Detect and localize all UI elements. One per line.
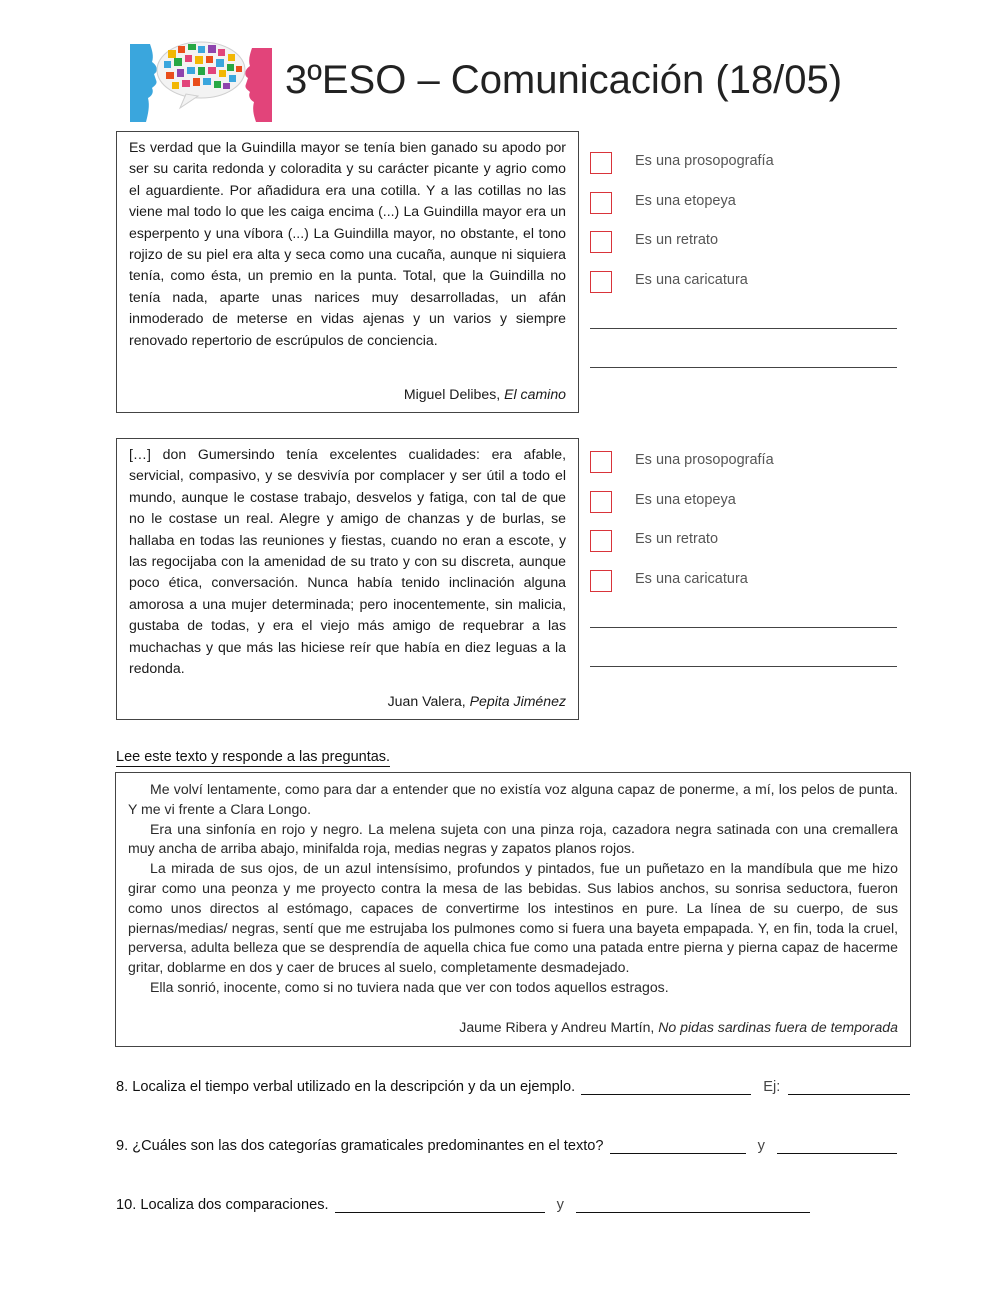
page-title: 3ºESO – Comunicación (18/05) (285, 58, 843, 102)
citation-author: Jaume Ribera y Andreu Martín, (459, 1019, 655, 1035)
option-checkbox[interactable] (590, 231, 612, 253)
option-label: Es un retrato (635, 531, 719, 547)
question-9 (116, 1138, 899, 1154)
passage-paragraph: Era una sinfonía en rojo y negro. La melena sujeta con una pinza roja, cazadora negra satinada con una cremallera muy ancha de arriba abajo, minifalda roja, medias negras y zapatos planos rojos. (128, 820, 898, 857)
passage-box-1 (116, 131, 579, 413)
question-text: 9. ¿Cuáles son las dos categorías gramaticales predominantes en el texto? (116, 1138, 604, 1154)
option-label: Es una caricatura (635, 571, 748, 587)
passage-paragraph: Ella sonrió, inocente, como si no tuviera nada que ver con todos aquellos estragos. (150, 978, 669, 995)
question-10 (116, 1197, 812, 1213)
option-checkbox[interactable] (590, 271, 612, 293)
answer-line[interactable] (590, 666, 897, 667)
option-row (590, 152, 890, 178)
option-checkbox[interactable] (590, 451, 612, 473)
answer-line[interactable] (590, 328, 897, 329)
option-checkbox[interactable] (590, 570, 612, 592)
option-checkbox[interactable] (590, 491, 612, 513)
answer-line[interactable] (590, 367, 897, 368)
question-8 (116, 1079, 912, 1095)
option-label: Es una etopeya (635, 492, 736, 508)
logo (128, 36, 274, 124)
option-row (590, 530, 890, 556)
option-row (590, 192, 890, 218)
option-label: Es una etopeya (635, 193, 736, 209)
question-text: 8. Localiza el tiempo verbal utilizado en la descripción y da un ejemplo. (116, 1079, 576, 1095)
option-checkbox[interactable] (590, 152, 612, 174)
passage-citation (459, 1017, 898, 1037)
connector-text: y (556, 1197, 564, 1213)
passage-paragraph: La mirada de sus ojos, de un azul intensísimo, profundos y pintados, fue un puñetazo en la mandíbula que me hizo girar como una peonza y me proyecto contra la mesa de las bebidas. Sus labios anchos, su sonrisa seductora, fueron como unos directos al estómago, capaces de convertirme los intestinos en pure. La línea de su cuerpo, de sus piernas/medias/ negras, sentí que me estrujaba los pulmones como si fuera una bayeta empapada. Y, en fin, toda la cruel, perversa, adulta belleza que se desprendía de aquella chica fue como una patada entre pierna y pierna capaz de hacerme gritar, doblarme en dos y caer de bruces al suelo, completamente desmadejado. (128, 860, 898, 976)
citation-work: No pidas sardinas fuera de temporada (658, 1019, 898, 1035)
option-row (590, 451, 890, 477)
passage-text: Es verdad que la Guindilla mayor se tenía bien ganado su apodo por ser su carita redonda y coloradita y su carácter picante y agrio como el aguardiente. Por añadidura era una cotilla. Y a las cotillas no las viene mal todo lo que les caiga encima (...) La Guindilla mayor era un esperpento y una víbora (...) La Guindilla mayor, no obstante, el tono rojizo de su piel era alta y seca como una cucaña, aunque ni siquiera tenía, como ésta, un premio en la punta. Total, que la Guindilla no tenía nada, aparte unas narices muy desarrolladas, un afán inmoderado de meterse en vidas ajenas y un varios y siempre renovado repertorio de escrúpulos de conciencia. (129, 139, 566, 348)
option-label: Es una prosopografía (635, 153, 774, 169)
answer-blank[interactable] (777, 1139, 897, 1154)
answer-line[interactable] (590, 627, 897, 628)
citation-work: El camino (504, 386, 566, 402)
citation-author: Juan Valera, (387, 693, 466, 709)
answer-blank[interactable] (581, 1080, 751, 1095)
passage-box-2 (116, 438, 579, 720)
passage-paragraph: Me volví lentamente, como para dar a entender que no existía voz alguna capaz de ponerme, a mí, los pelos de punta. Y me vi frente a Clara Longo. (128, 781, 898, 817)
option-label: Es una prosopografía (635, 452, 774, 468)
option-row (590, 570, 890, 596)
speech-bubble-logo-icon (128, 36, 274, 124)
answer-blank[interactable] (335, 1198, 545, 1213)
option-row (590, 231, 890, 257)
option-checkbox[interactable] (590, 530, 612, 552)
answer-blank[interactable] (576, 1198, 810, 1213)
citation-author: Miguel Delibes, (403, 386, 501, 402)
passage-citation (404, 384, 566, 404)
passage-box-3 (115, 772, 911, 1047)
passage-citation (388, 691, 566, 711)
example-label: Ej: (763, 1079, 781, 1095)
option-checkbox[interactable] (590, 192, 612, 214)
option-row (590, 271, 890, 297)
instruction (116, 749, 390, 767)
answer-blank[interactable] (788, 1080, 910, 1095)
citation-work: Pepita Jiménez (469, 693, 566, 709)
question-text: 10. Localiza dos comparaciones. (116, 1197, 329, 1213)
connector-text: y (757, 1138, 765, 1154)
answer-blank[interactable] (610, 1139, 746, 1154)
option-label: Es una caricatura (635, 272, 748, 288)
option-label: Es un retrato (635, 232, 719, 248)
passage-text: […] don Gumersindo tenía excelentes cualidades: era afable, servicial, compasivo, y se desvivía por complacer y ser útil a todo el mundo, aunque le costase trabajo, desvelos y fatiga, con tal de que no le costase un real. Alegre y amigo de chanzas y de burlas, se hallaba en todas las reuniones y fiestas, cuando no eran a escote, y las regocijaba con la amenidad de su trato y con su discreta, aunque poco ética, conversación. Nunca había tenido inclinación alguna amorosa a una mujer determinada; pero inocentemente, sin malicia, gustaba de todas, y era el viejo más amigo de requebrar a las muchachas y que más las hiciese reír que había en diez leguas a la redonda. (129, 446, 566, 677)
option-row (590, 491, 890, 517)
instruction-text: Lee este texto y responde a las preguntas. (116, 749, 391, 765)
